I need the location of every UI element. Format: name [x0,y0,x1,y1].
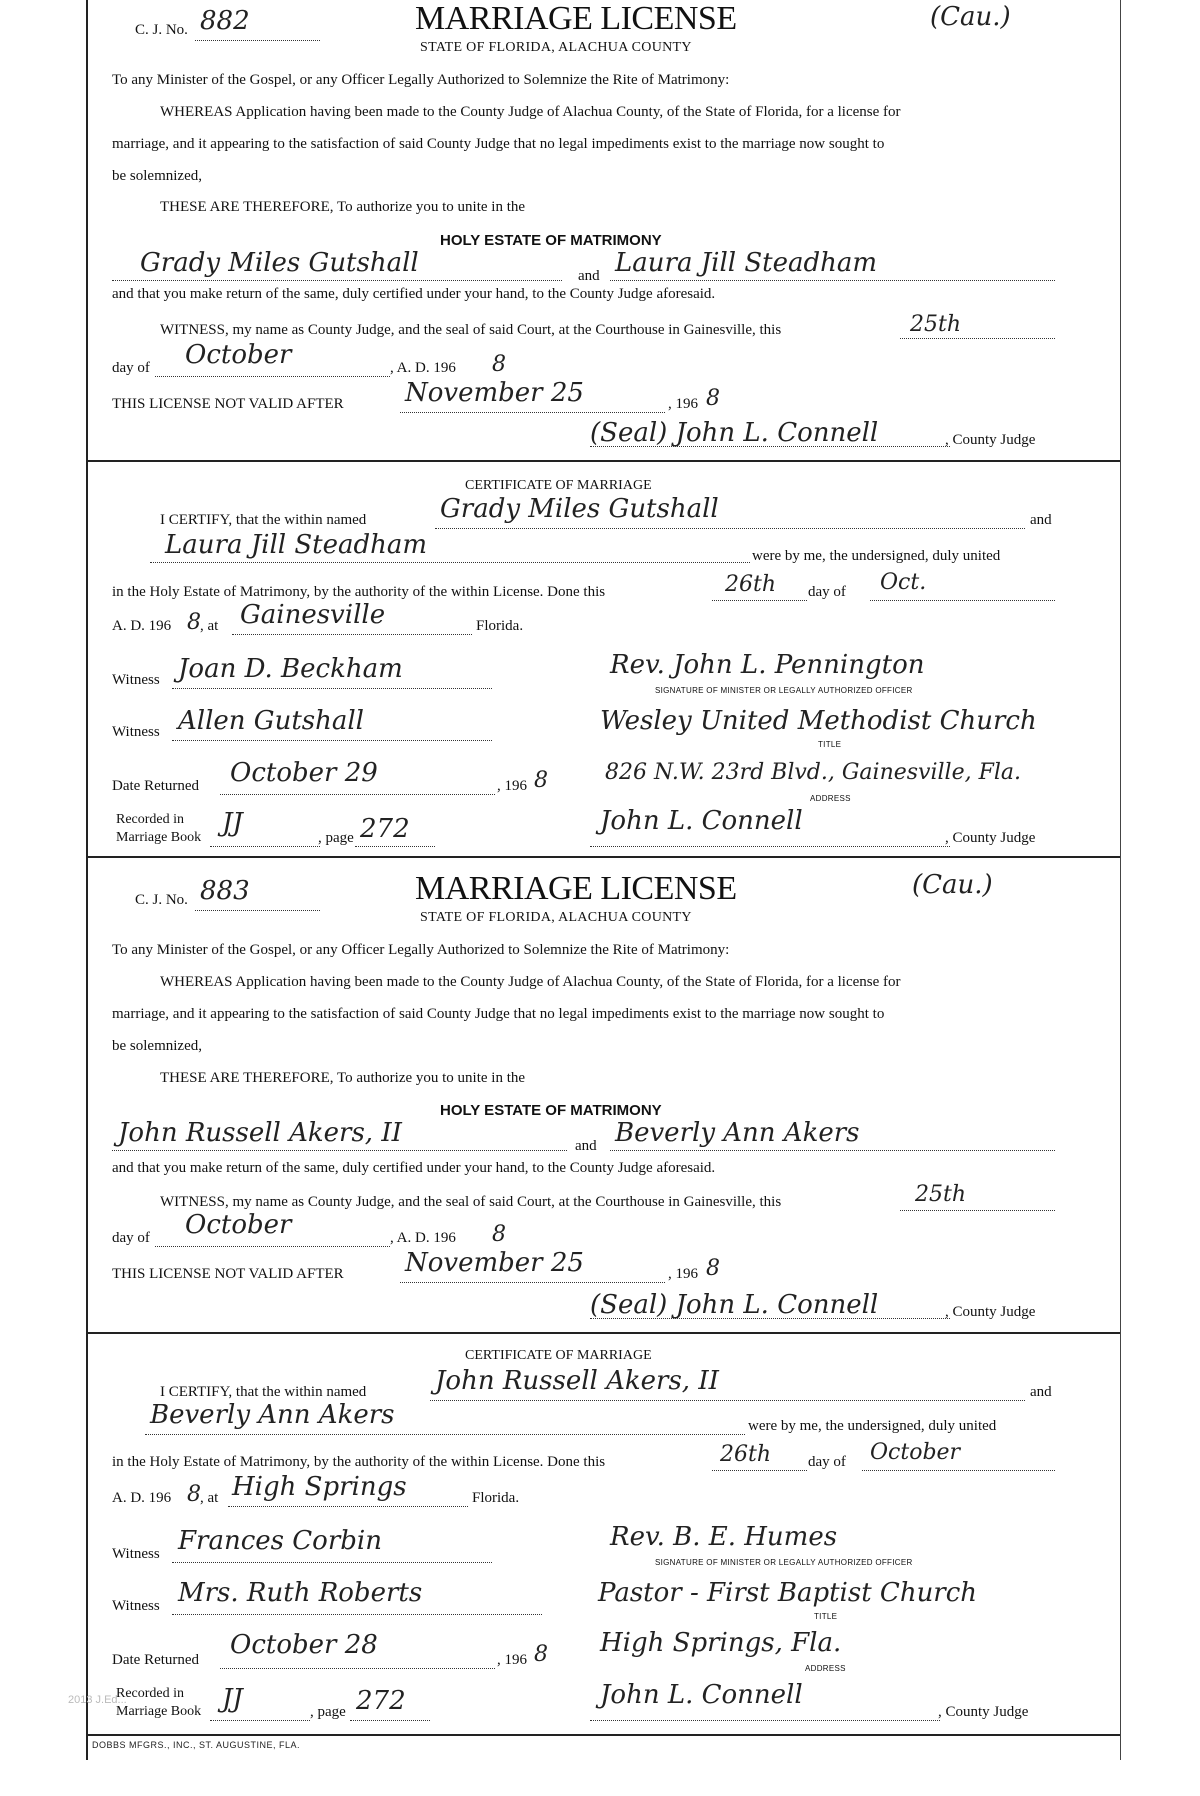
right-border [1120,0,1121,1760]
at-label: , at [200,618,219,634]
cert-judge-label: , County Judge [945,830,1036,846]
witness-1-label: Witness [112,672,160,688]
certificate-title: CERTIFICATE OF MARRIAGE [465,478,652,493]
witness-2-label: Witness [112,724,160,740]
page-label: , page [310,1704,346,1720]
printer-footer: DOBBS MFGRS., INC., ST. AUGUSTINE, FLA. [92,1740,301,1750]
not-valid-year-label: , 196 [668,396,698,412]
witness-day: 25th [915,1182,967,1207]
address-caption: ADDRESS [805,1664,846,1673]
license-month: October [185,340,292,370]
dr-year-label: , 196 [497,1652,527,1668]
license-title: MARRIAGE LICENSE [415,0,737,37]
page-number: 272 [356,1686,406,1716]
holy-estate-heading: HOLY ESTATE OF MATRIMONY [440,1102,662,1119]
done-day: 26th [720,1442,772,1467]
judge-label: , County Judge [945,1304,1036,1320]
officiant-address: High Springs, Fla. [600,1628,842,1658]
done-day-of: day of [808,584,846,600]
cj-number: 883 [200,876,250,906]
not-valid-date: November 25 [405,1248,584,1278]
florida-label: Florida. [472,1490,520,1506]
witness-2-name: Mrs. Ruth Roberts [178,1578,423,1608]
witness-1-label: Witness [112,1546,160,1562]
cert-groom: John Russell Akers, II [435,1366,719,1396]
witness-clause: WITNESS, my name as County Judge, and the seal of said Court, at the Courthouse in Gainesville, this [160,1194,782,1210]
witness-day: 25th [910,312,962,337]
ad-digit: 8 [187,1482,201,1507]
whereas-line-2: marriage, and it appearing to the satisfaction of said County Judge that no legal impediments exist to the marriage now sought to [112,136,885,152]
minister-signature: Rev. John L. Pennington [610,650,925,680]
cert-bride: Beverly Ann Akers [150,1400,395,1430]
bride-name: Laura Jill Steadham [615,248,878,278]
corner-note: (Cau.) [912,870,993,900]
day-of-label: day of [112,360,150,376]
marriage-place: High Springs [232,1472,407,1502]
florida-label: Florida. [476,618,524,634]
not-valid-year-label: , 196 [668,1266,698,1282]
holy-estate-line: in the Holy Estate of Matrimony, by the authority of the within License. Done this [112,1454,606,1470]
license-month: October [185,1210,292,1240]
state-line: STATE OF FLORIDA, ALACHUA COUNTY [420,40,692,55]
sig-caption: SIGNATURE OF MINISTER OR LEGALLY AUTHORIZED OFFICER [655,1558,913,1567]
year-digit: 8 [492,1222,506,1247]
title-caption: TITLE [818,740,842,749]
and-word: and [578,268,600,284]
witness-1-name: Joan D. Beckham [178,654,403,684]
page-label: , page [318,830,354,846]
ad-line: A. D. 196 [112,1490,172,1506]
officiant-address: 826 N.W. 23rd Blvd., Gainesville, Fla. [605,760,1022,785]
done-month: Oct. [880,570,927,595]
holy-estate-heading: HOLY ESTATE OF MATRIMONY [440,232,662,249]
date-returned: October 28 [230,1630,378,1660]
whereas-line-3: be solemnized, [112,1038,202,1054]
cj-number: 882 [200,6,250,36]
book-id: JJ [222,1684,243,1714]
day-of-label: day of [112,1230,150,1246]
done-day-of: day of [808,1454,846,1470]
dr-year-label: , 196 [497,778,527,794]
cj-label: C. J. No. [135,892,188,908]
whereas-line-2: marriage, and it appearing to the satisfaction of said County Judge that no legal impediments exist to the marriage now sought to [112,1006,885,1022]
judge-signature: (Seal) John L. Connell [590,418,879,448]
united-label: were by me, the undersigned, duly united [748,1418,997,1434]
witness-1-name: Frances Corbin [178,1526,382,1556]
recorded-in-label: Recorded in [116,812,185,827]
address-caption: ADDRESS [810,794,851,803]
groom-name: John Russell Akers, II [118,1118,402,1148]
not-valid-date: November 25 [405,378,584,408]
to-any-line: To any Minister of the Gospel, or any Officer Legally Authorized to Solemnize the Rite of Matrimony: [112,942,730,958]
left-border [86,0,88,1760]
license-title: MARRIAGE LICENSE [415,870,737,907]
to-any-line: To any Minister of the Gospel, or any Officer Legally Authorized to Solemnize the Rite of Matrimony: [112,72,730,88]
certify-label: I CERTIFY, that the within named [160,1384,367,1400]
return-line: and that you make return of the same, duly certified under your hand, to the County Judge aforesaid. [112,1160,716,1176]
done-day: 26th [725,572,777,597]
whereas-line-1: WHEREAS Application having been made to the County Judge of Alachua County, of the State of Florida, for a license for [160,974,901,990]
watermark: 2013 J.Ed... [68,1694,127,1706]
cert-groom: Grady Miles Gutshall [440,494,719,524]
dr-year-digit: 8 [534,1642,548,1667]
ad-digit: 8 [187,610,201,635]
united-label: were by me, the undersigned, duly united [752,548,1001,564]
groom-name: Grady Miles Gutshall [140,248,419,278]
sig-caption: SIGNATURE OF MINISTER OR LEGALLY AUTHORIZED OFFICER [655,686,913,695]
done-month: October [870,1440,961,1465]
witness-2-name: Allen Gutshall [178,706,364,736]
witness-clause: WITNESS, my name as County Judge, and the seal of said Court, at the Courthouse in Gainesville, this [160,322,782,338]
state-line: STATE OF FLORIDA, ALACHUA COUNTY [420,910,692,925]
ad-line: A. D. 196 [112,618,172,634]
cj-label: C. J. No. [135,22,188,38]
marriage-book-label: Marriage Book [116,1704,202,1719]
cert-judge-signature: John L. Connell [600,1680,803,1710]
date-returned-label: Date Returned [112,778,200,794]
bride-name: Beverly Ann Akers [615,1118,860,1148]
not-valid-label: THIS LICENSE NOT VALID AFTER [112,396,344,412]
holy-estate-line: in the Holy Estate of Matrimony, by the authority of the within License. Done this [112,584,606,600]
whereas-line-3: be solemnized, [112,168,202,184]
not-valid-label: THIS LICENSE NOT VALID AFTER [112,1266,344,1282]
certificate-title: CERTIFICATE OF MARRIAGE [465,1348,652,1363]
therefore-line: THESE ARE THEREFORE, To authorize you to unite in the [160,199,526,215]
page-number: 272 [360,814,410,844]
ad-label: , A. D. 196 [390,360,456,376]
witness-2-label: Witness [112,1598,160,1614]
judge-label: , County Judge [945,432,1036,448]
dr-year-digit: 8 [534,768,548,793]
therefore-line: THESE ARE THEREFORE, To authorize you to unite in the [160,1070,526,1086]
minister-title: Wesley United Methodist Church [600,706,1037,736]
marriage-book-label: Marriage Book [116,830,202,845]
title-caption: TITLE [814,1612,838,1621]
minister-signature: Rev. B. E. Humes [610,1522,838,1552]
judge-signature: (Seal) John L. Connell [590,1290,879,1320]
recorded-in-label: Recorded in [116,1686,185,1701]
cert-and: and [1030,512,1052,528]
year-digit: 8 [492,352,506,377]
date-returned-label: Date Returned [112,1652,200,1668]
cert-and: and [1030,1384,1052,1400]
cert-judge-label: , County Judge [938,1704,1029,1720]
corner-note: (Cau.) [930,2,1011,32]
return-line: and that you make return of the same, duly certified under your hand, to the County Judge aforesaid. [112,286,716,302]
cert-judge-signature: John L. Connell [600,806,803,836]
minister-title: Pastor - First Baptist Church [598,1578,978,1608]
not-valid-year-digit: 8 [706,386,720,411]
certify-label: I CERTIFY, that the within named [160,512,367,528]
whereas-line-1: WHEREAS Application having been made to the County Judge of Alachua County, of the State of Florida, for a license for [160,104,901,120]
marriage-place: Gainesville [240,600,386,630]
date-returned: October 29 [230,758,378,788]
cert-bride: Laura Jill Steadham [165,530,428,560]
at-label: , at [200,1490,219,1506]
ad-label: , A. D. 196 [390,1230,456,1246]
not-valid-year-digit: 8 [706,1256,720,1281]
and-word: and [575,1138,597,1154]
book-id: JJ [222,808,243,838]
